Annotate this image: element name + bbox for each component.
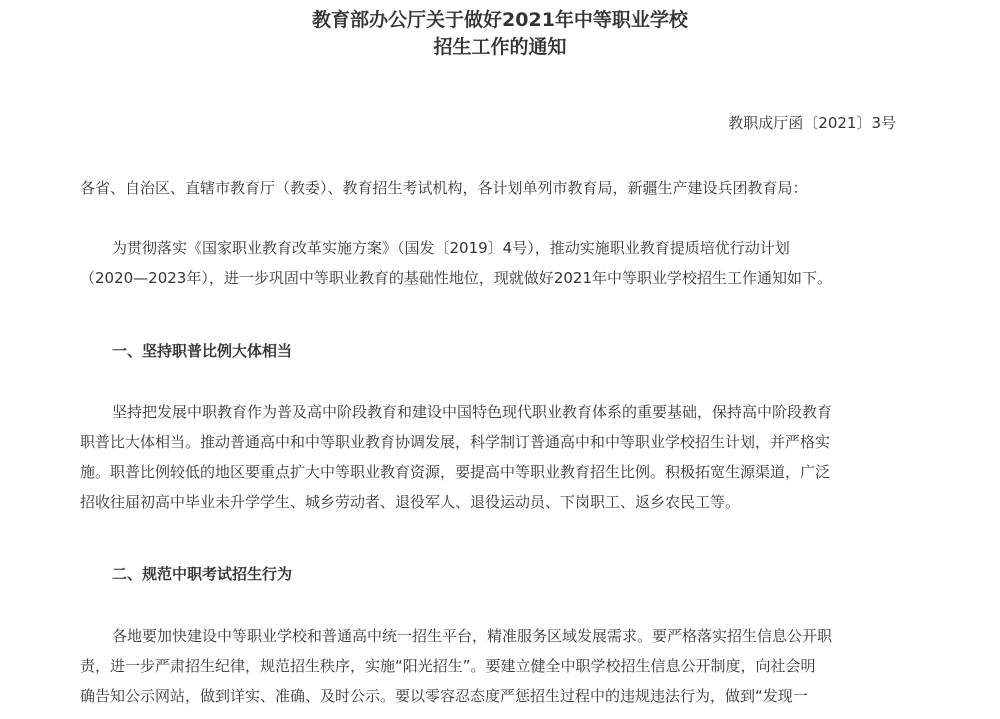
section-1-heading: 一、坚持职普比例大体相当 — [112, 342, 293, 360]
intro-line-1: 为贯彻落实《国家职业教育改革实施方案》（国发〔2019〕4号），推动实施职业教育提质培优行动计划 — [112, 239, 790, 257]
section-2-paragraph — [80, 621, 900, 711]
section-2-heading: 二、规范中职考试招生行为 — [112, 565, 293, 583]
salutation-text: 各省、自治区、直辖市教育厅（教委）、教育招生考试机构，各计划单列市教育局，新疆生产建设兵团教育局： — [80, 179, 808, 197]
document-title-line-1: 教育部办公厅关于做好2021年中等职业学校 — [312, 9, 688, 31]
section-1-paragraph — [80, 397, 900, 517]
section-1-line-3: 施。职普比例较低的地区要重点扩大中等职业教育资源，要提高中等职业教育招生比例。积极拓宽生源渠道，广泛 — [80, 463, 831, 481]
intro-line-2: （2020—2023年），进一步巩固中等职业教育的基础性地位，现就做好2021年中等职业学校招生工作通知如下。 — [80, 269, 833, 287]
section-2-line-3: 确告知公示网站，做到详实、准确、及时公示。要以零容忍态度严惩招生过程中的违规违法行为，做到“发现一 — [80, 687, 808, 705]
section-1-line-2: 职普比大体相当。推动普通高中和中等职业教育协调发展，科学制订普通高中和中等职业学校招生计划，并严格实 — [80, 433, 831, 451]
section-1-line-1: 坚持把发展中职教育作为普及高中阶段教育和建设中国特色现代职业教育体系的重要基础，保持高中阶段教育 — [112, 403, 833, 421]
document-number: 教职成厅函〔2021〕3号 — [728, 114, 896, 132]
document-title-line-2: 招生工作的通知 — [433, 36, 567, 58]
intro-paragraph — [80, 233, 900, 293]
section-1-line-4: 招收往届初高中毕业未升学学生、城乡劳动者、退役军人、退役运动员、下岗职工、返乡农民工等。 — [80, 493, 741, 511]
section-2-line-1: 各地要加快建设中等职业学校和普通高中统一招生平台，精准服务区域发展需求。要严格落实招生信息公开职 — [112, 627, 833, 645]
salutation — [80, 173, 900, 203]
section-2-line-2: 责，进一步严肃招生纪律，规范招生秩序，实施“阳光招生”。要建立健全中职学校招生信息公开制度，向社会明 — [80, 657, 816, 675]
